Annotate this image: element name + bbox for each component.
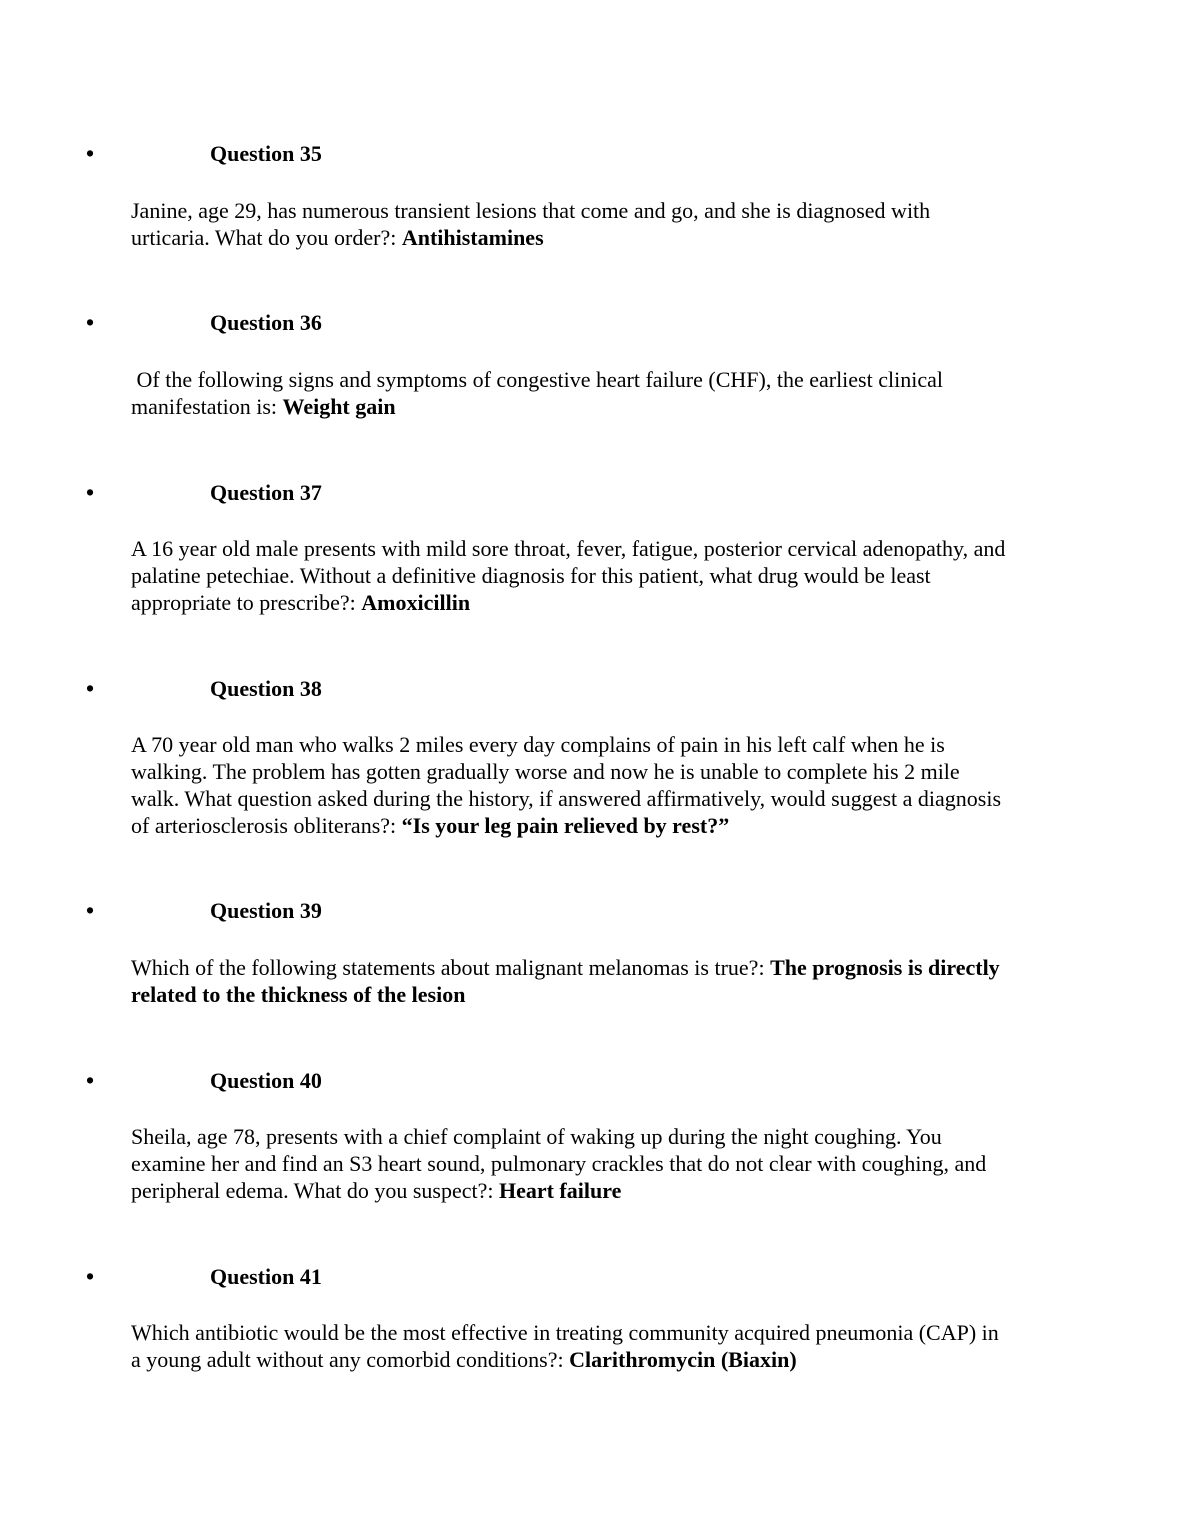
bullet-icon: • bbox=[86, 1264, 95, 1289]
question-prompt: Which antibiotic would be the most effective in treating community acquired pneumonia (CAP) in a young adult without any comorbid conditions?: bbox=[131, 1320, 999, 1372]
question-prompt: Which of the following statements about malignant melanomas is true?: bbox=[131, 955, 771, 980]
question-title: Question 36 bbox=[210, 310, 322, 335]
question-header bbox=[0, 1066, 1190, 1096]
bullet-icon: • bbox=[86, 676, 95, 701]
question-prompt: Of the following signs and symptoms of congestive heart failure (CHF), the earliest clinical manifestation is: bbox=[131, 367, 943, 419]
question-item bbox=[0, 308, 1190, 419]
question-item bbox=[0, 896, 1190, 1007]
question-answer: “Is your leg pain relieved by rest?” bbox=[401, 813, 730, 838]
question-header bbox=[0, 1262, 1190, 1292]
bullet-icon: • bbox=[86, 310, 95, 335]
question-item bbox=[0, 139, 1190, 250]
question-answer: Clarithromycin (Biaxin) bbox=[569, 1347, 797, 1372]
bullet-icon: • bbox=[86, 141, 95, 166]
question-header bbox=[0, 896, 1190, 926]
question-text bbox=[131, 197, 1011, 251]
question-prompt: A 16 year old male presents with mild sore throat, fever, fatigue, posterior cervical adenopathy, and palatine petechiae. Without a definitive diagnosis for this patient, what drug would be least appropriate to prescribe?: bbox=[131, 536, 1006, 615]
question-title: Question 37 bbox=[210, 480, 322, 505]
bullet-icon: • bbox=[86, 1068, 95, 1093]
question-header bbox=[0, 308, 1190, 338]
question-item bbox=[0, 1066, 1190, 1203]
bullet-icon: • bbox=[86, 480, 95, 505]
question-title: Question 39 bbox=[210, 898, 322, 923]
question-text bbox=[131, 535, 1011, 616]
question-header bbox=[0, 674, 1190, 704]
question-text bbox=[131, 366, 1011, 420]
question-item bbox=[0, 674, 1190, 838]
question-answer: The prognosis is directly related to the thickness of the lesion bbox=[131, 955, 1000, 1007]
question-text bbox=[131, 954, 1011, 1008]
question-title: Question 41 bbox=[210, 1264, 322, 1289]
bullet-icon: • bbox=[86, 898, 95, 923]
question-title: Question 40 bbox=[210, 1068, 322, 1093]
question-header bbox=[0, 139, 1190, 169]
question-item bbox=[0, 478, 1190, 615]
question-prompt: Janine, age 29, has numerous transient lesions that come and go, and she is diagnosed with urticaria. What do you order?: bbox=[131, 198, 931, 250]
question-item bbox=[0, 1262, 1190, 1372]
question-text bbox=[131, 1123, 1011, 1204]
question-text bbox=[131, 731, 1011, 839]
question-answer: Weight gain bbox=[282, 394, 396, 419]
question-title: Question 35 bbox=[210, 141, 322, 166]
question-header bbox=[0, 478, 1190, 508]
question-answer: Amoxicillin bbox=[361, 590, 471, 615]
question-title: Question 38 bbox=[210, 676, 322, 701]
question-text bbox=[131, 1319, 1011, 1373]
question-prompt: Sheila, age 78, presents with a chief complaint of waking up during the night coughing. You examine her and find an S3 heart sound, pulmonary crackles that do not clear with coughing, and peripheral edema. What do you suspect?: bbox=[131, 1124, 987, 1203]
question-answer: Heart failure bbox=[498, 1178, 622, 1203]
question-prompt: A 70 year old man who walks 2 miles every day complains of pain in his left calf when he is walking. The problem has gotten gradually worse and now he is unable to complete his 2 mile walk. What question asked during the history, if answered affirmatively, would suggest a diagnosis of arteriosclerosis obliterans?: bbox=[131, 732, 1002, 838]
question-answer: Antihistamines bbox=[401, 225, 544, 250]
